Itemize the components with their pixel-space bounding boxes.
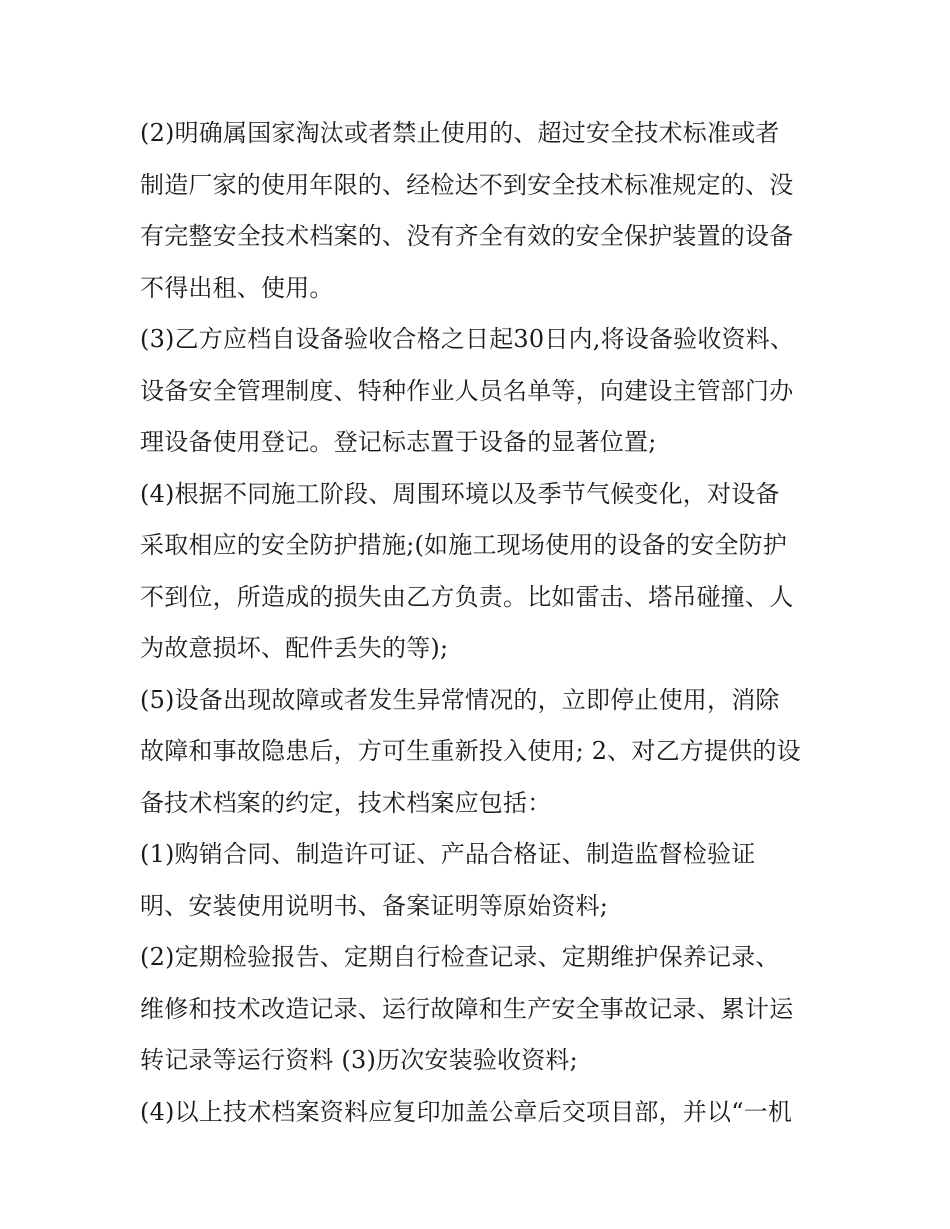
text-line: 制造厂家的使用年限的、经检达不到安全技术标准规定的、没 [140, 170, 794, 199]
text-line: 不到位，所造成的损失由乙方负责。比如雷击、塔吊碰撞、人 [140, 582, 794, 611]
text-line: 明、安装使用说明书、备案证明等原始资料; [140, 891, 609, 920]
text-line: 维修和技术改造记录、运行故障和生产安全事故记录、累计运 [140, 994, 794, 1023]
text-line: (2)明确属国家淘汰或者禁止使用的、超过安全技术标准或者 [140, 119, 780, 147]
document-body [140, 108, 820, 1138]
text-line: (4)根据不同施工阶段、周围环境以及季节气候变化，对设备 [140, 479, 780, 508]
text-line: 设备安全管理制度、特种作业人员名单等，向建设主管部门办 [140, 376, 794, 405]
text-line: 采取相应的安全防护措施;(如施工现场使用的设备的安全防护 [140, 531, 788, 559]
text-line: 理设备使用登记。登记标志置于设备的显著位置; [140, 428, 657, 456]
text-line: 故障和事故隐患后，方可生重新投入使用; 2、对乙方提供的设 [140, 737, 801, 765]
text-line: 为故意损坏、配件丢失的等); [140, 634, 449, 662]
text-line: (1)购销合同、制造许可证、产品合格证、制造监督检验证 [140, 840, 756, 868]
text-line: (3)乙方应档自设备验收合格之日起30日内,将设备验收资料、 [140, 325, 795, 353]
text-line: (2)定期检验报告、定期自行检查记录、定期维护保养记录、 [140, 943, 780, 971]
text-line: (5)设备出现故障或者发生异常情况的，立即停止使用，消除 [140, 685, 780, 714]
text-line: 备技术档案的约定，技术档案应包括： [140, 788, 552, 817]
text-line: 有完整安全技术档案的、没有齐全有效的安全保护装置的设备 [140, 222, 794, 250]
text-line: 不得出租、使用。 [140, 273, 334, 302]
text-line: (4)以上技术档案资料应复印加盖公章后交项目部，并以“一机 [140, 1097, 793, 1126]
text-line: 转记录等运行资料 (3)历次安装验收资料; [140, 1046, 578, 1074]
